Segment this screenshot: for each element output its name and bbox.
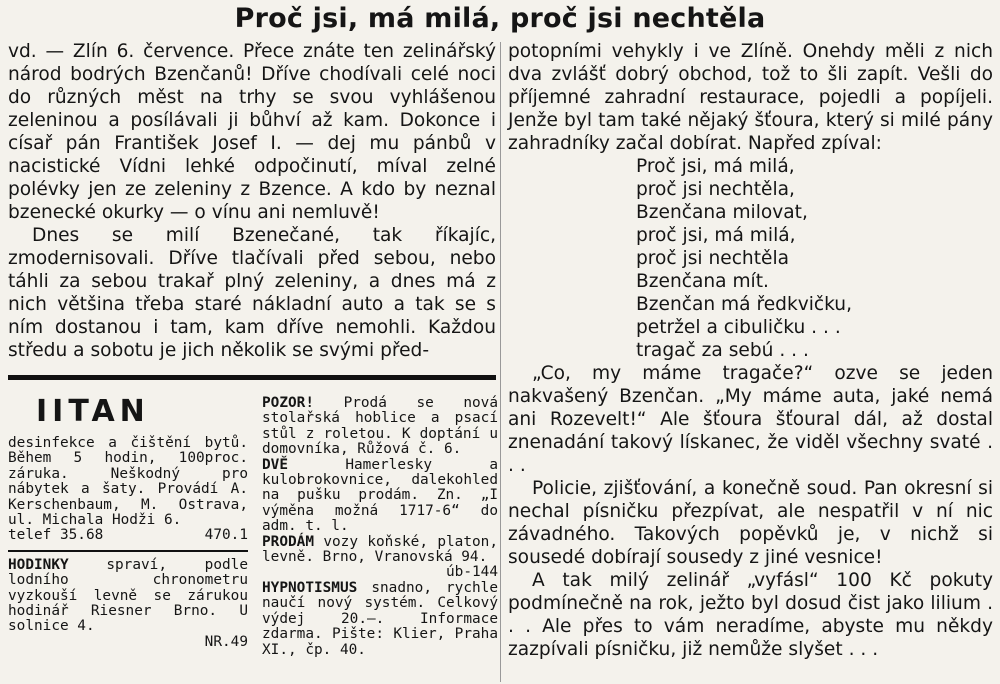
article-paragraph-1: vd. — Zlín 6. července. Přece znáte ten zelinářský národ bodrých Bzenčanů! Dříve chodívali celé noci do různých měst na trhy se svou vyhlášenou zeleninou a posílávali ji bůhví až kam. Dokonce i císař pán František Josef I. — dej mu pánbů v nacistické Vídni lehké odpočinutí, míval zelné polévky jen ze zeleniny z Bzence. A kdo by neznal bzenecké okurky — o vínu ani nemluvě!: [8, 41, 496, 223]
ad-hodinky-code: NR.49: [204, 633, 248, 650]
article-paragraph-4: „Co, my máme tragače?“ ozve se jeden nakvašený Bzenčan. „My máme auta, jaké nemá ani Rozevelt!“ Ale šťoura šťoural dál, až dostal znenadání takový lískanec, že viděl všechny svaté . . .: [508, 363, 993, 476]
verse-line: proč jsi nechtěla: [636, 248, 789, 269]
article-paragraph-3: potopními vehykly i ve Zlíně. Onehdy měli z nich dva zvlášť dobrý obchod, tož to šli zapít. Vešli do příjemné zahradní restaurace, pojedli a popíjeli. Jenže byl tam také nějaký šťoura, který si milé pány zahradníky začal dobírat. Napřed zpíval:: [508, 41, 993, 154]
article-paragraph-5: Policie, zjišťování, a konečně soud. Pan okresní si nechal písničku přezpívat, ale nespatřil v ní nic závadného. Takových popěvků je, v nichž si sousedé dobírají sousedy z jiné vesnice!: [508, 478, 993, 568]
verse-line: Bzenčan má ředkvičku,: [636, 294, 852, 315]
article-headline: Proč jsi, má milá, proč jsi nechtěla: [234, 3, 766, 34]
article-right-column: [508, 40, 993, 661]
song-verse: [636, 155, 993, 362]
ad-separator: [8, 550, 248, 552]
ad-hodinky-lead: HODINKY: [8, 556, 69, 573]
verse-line: Proč jsi, má milá,: [636, 156, 795, 177]
ad-dve-text: Hamerlesky a kulobrokovnice, dalekohled na pušku prodám. Zn. „I výměna možná 1717-6“ do adm. t. l.: [262, 456, 498, 535]
verse-line: proč jsi nechtěla,: [636, 179, 795, 200]
ads-left-column: [8, 392, 248, 650]
ad-titan-phone: telef 35.68: [8, 527, 104, 544]
ad-prodam: [262, 535, 498, 581]
ad-hypnotismus-lead: HYPNOTISMUS: [262, 579, 358, 596]
ad-pozor-text: Prodá se nová stolařská hoblice a psací stůl z roletou. K doptání u domovníka, Růžová č. 6.: [262, 395, 498, 458]
ad-prodam-code: úb-144: [446, 564, 498, 581]
ads-right-column: [262, 396, 498, 658]
ad-titan-title: IITAN: [36, 394, 150, 429]
ad-pozor-lead: POZOR!: [262, 395, 314, 411]
ad-hodinky-text: spraví, podle lodního chronometru vyzkouší levně se zárukou hodinář Riesner Brno. U solnice 4.: [8, 556, 248, 635]
ad-titan-text: desinfekce a čištění bytů. Během 5 hodin, 100proc. záruka. Neškodný pro nábytek a šaty. Provádí A. Kerschenbaum, M. Ostrava, ul. Michala Hodži 6.: [8, 435, 248, 529]
verse-line: petržel a cibuličku . . .: [636, 317, 841, 338]
ad-titan-footer: [8, 528, 248, 543]
ad-pozor: [262, 396, 498, 458]
ad-prodam-lead: PRODÁM: [262, 533, 314, 550]
article-paragraph-6: A tak milý zelinář „vyfásl“ 100 Kč pokuty podmínečně na rok, ježto byl dosud čist jako lilium . . . Ale přes to vám neradíme, abyste mu někdy zazpívali písničku, již nemůže slyšet . . .: [508, 570, 993, 660]
ad-titan-code: 470.1: [204, 527, 248, 544]
ad-prodam-text: vozy koňské, platon, levně. Brno, Vranovská 94.: [262, 533, 498, 566]
verse-line: proč jsi, má milá,: [636, 225, 796, 246]
ad-hypnotismus: [262, 581, 498, 658]
section-rule: [8, 375, 496, 380]
verse-line: Bzenčana mít.: [636, 271, 769, 292]
article-left-column: [8, 40, 496, 362]
column-divider: [500, 42, 501, 682]
ad-dve: [262, 458, 498, 535]
ad-hodinky: [8, 558, 248, 650]
article-paragraph-2: Dnes se milí Bzenečané, tak říkajíc, zmodernisovali. Dříve tlačívali před sebou, nebo táhli za sebou trakař plný zeleniny, a dnes má z nich většina třeba staré nákladní auto a tak se s ním dostanou i tam, kam dříve nemohli. Každou středu a sobotu je jich několik se svými před-: [8, 225, 496, 361]
verse-line: tragač za sebú . . .: [636, 340, 809, 361]
verse-line: Bzenčana milovat,: [636, 202, 808, 223]
ad-titan: [8, 392, 248, 544]
ad-hypnotismus-text: snadno, rychle naučí nový systém. Celkový výdej 20.—. Informace zdarma. Pište: Klier, Praha XI., čp. 40.: [262, 579, 498, 658]
ad-dve-lead: DVĚ: [262, 456, 288, 473]
